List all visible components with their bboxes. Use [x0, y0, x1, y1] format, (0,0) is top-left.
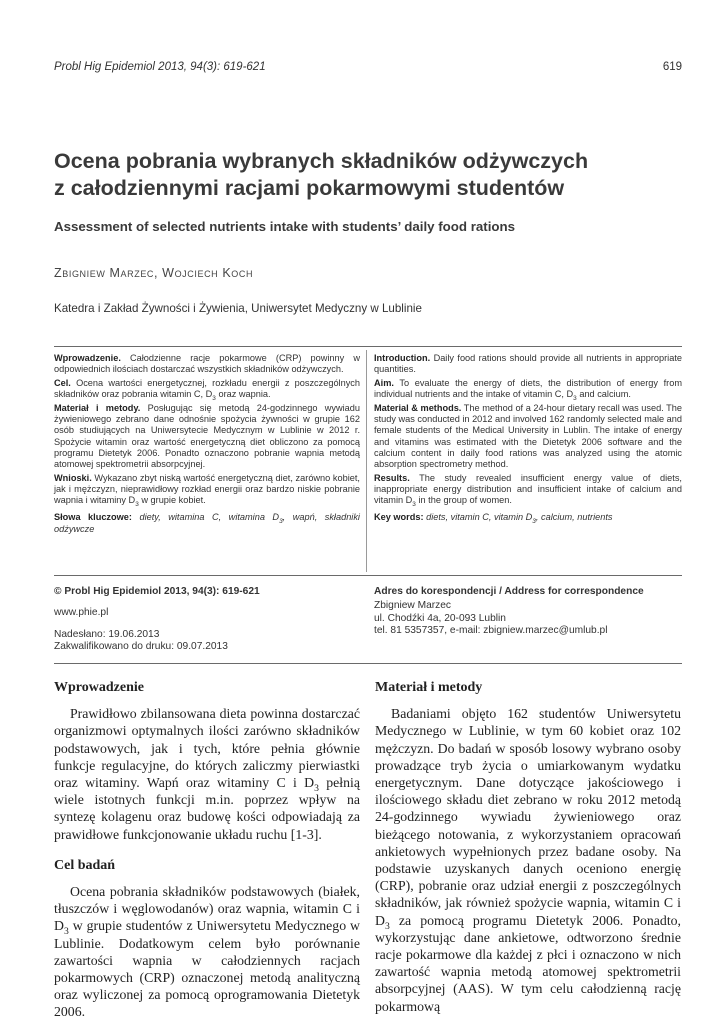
section-heading-introduction: Wprowadzenie — [54, 680, 144, 695]
section-heading-methods: Materiał i metody — [375, 680, 483, 695]
received-date: Nadesłano: 19.06.2013 — [54, 628, 160, 640]
abstract-en-keywords: Key words: diets, vitamin C, vitamin $D_3$, calcium, nutrients — [374, 512, 613, 526]
accepted-date: Zakwalifikowano do druku: 09.07.2013 — [54, 640, 228, 652]
abstract-pl-aim: Cel. Ocena wartości energetycznej, rozkładu energii z poszczególnych składników oraz pobrania witamin C, $D_3$ oraz wapnia. — [54, 378, 360, 403]
aim-paragraph: Ocena pobrania składników podstawowych (białek, tłuszczów i węglowodanów) oraz wapnia, witamin C i $D_3$ w grupie studentów z Uniwersytetu Medycznego w Lublinie. Dodatkowym celem było porównanie zawartości wapnia w całodziennych racjach pokarmowych (CRP) oznaczonej metodą analityczną oraz wyliczonej za pomocą oprogramowania Dietetyk 2006. — [54, 884, 360, 1020]
correspondence-contact: tel. 81 5357357, e-mail: zbigniew.marzec@umlub.pl — [374, 624, 608, 636]
introduction-paragraph: Prawidłowo zbilansowana dieta powinna dostarczać organizmowi optymalnych ilości zarówno składników podstawowych, jak i tych, które pełnia głównie funkcje regulacyjne, do których zaliczmy pierwiastki oraz witaminy. Wapń oraz witaminy C i $D_3$ pełnią wiele istotnych funkcji m.in. poprzez wpływ na syntezę kolagenu oraz budowę kości odpowiadają za prawidłowe funkcjonowanie układu ruchu [1-3]. — [54, 706, 360, 842]
abstract-polish — [54, 353, 360, 537]
abstract-pl-conclusions: Wnioski. Wykazano zbyt niską wartość energetyczną diet, zarówno kobiet, jak i mężczyzn, nieprawidłowy rozkład energii oraz bardzo niskie pobranie wapnia i witaminy $D_3$ w grupie kobiet. — [54, 472, 360, 509]
correspondence-heading: Adres do korespondencji / Address for correspondence — [374, 586, 644, 597]
authors: Zbigniew Marzec, Wojciech Koch — [54, 266, 254, 280]
affiliation: Katedra i Zakład Żywności i Żywienia, Uniwersytet Medyczny w Lublinie — [54, 302, 422, 315]
journal-website: www.phie.pl — [54, 607, 109, 619]
copyright: © Probl Hig Epidemiol 2013, 94(3): 619-621 — [54, 586, 260, 597]
correspondence-info — [374, 586, 682, 637]
correspondence-name: Zbigniew Marzec — [374, 600, 451, 612]
body-left-column — [54, 679, 360, 1021]
english-title: Assessment of selected nutrients intake with students’ daily food rations — [54, 219, 516, 234]
abstract-column-divider — [366, 350, 367, 572]
running-header-citation: Probl Hig Epidemiol 2013, 94(3): 619-621 — [54, 61, 266, 73]
abstract-en-introduction: Introduction. Daily food rations should provide all nutrients in appropriate quantities. — [374, 353, 682, 375]
methods-paragraph: Badaniami objęto 162 studentów Uniwersytetu Medycznego w Lublinie, w tym 60 kobiet oraz 102 mężczyzn. Do badań w sposób losowy wybrano osoby prowadzące tryb życia o umiarkowanym wydatku energetycznym. Dane dotyczące jakościowego i ilościowego składu diet zebrano w roku 2012 metodą 24-godzinnego wywiadu żywieniowego oraz bieżącego notowania, z wykorzystaniem opracowań ankietowych wypełnionych przez badane osoby. Na podstawie uzyskanych danych oceniono energię (CRP), pobranie oraz udział energii z poszczególnych składników, jak również spożycie wapnia, witamin C i $D_3$ za pomocą programu Dietetyk 2006. Ponadto, wykorzystując dane ankietowe, odtworzono średnie racje pokarmowe dla każdej z płci i oznaczono w nich zawartość wapnia metodą atomowej spektrometrii absorpcyjnej (AAS). W tym celu całodzienną rację pokarmową — [375, 706, 682, 1014]
abstract-pl-methods: Materiał i metody. Posługując się metodą 24-godzinnego wywiadu żywieniowego zebrano dane odnośnie spożycia żywności w grupie 162 osób studiujących na Uniwersytecie Medycznym w Lublinie w 2012 r. Spożycie witamin oraz wartość energetyczną diet obliczono za pomocą programu Dietetyk 2006. Ponadto oznaczono pobranie wapnia metodą atomowej spektrometrii absorpcyjnej. — [54, 403, 360, 470]
title-line-2: z całodziennymi racjami pokarmowymi studentów — [54, 176, 565, 200]
meta-bottom-rule — [54, 663, 682, 664]
abstract-english — [374, 353, 682, 526]
title-line-1: Ocena pobrania wybranych składników odżywczych — [54, 149, 589, 173]
abstract-en-aim: Aim. To evaluate the energy of diets, the distribution of energy from individual nutrients and the intake of vitamin C, $D_3$ and calcium. — [374, 378, 682, 403]
section-heading-aim: Cel badań — [54, 857, 116, 873]
page-number: 619 — [662, 61, 682, 73]
abstract-pl-keywords: Słowa kluczowe: diety, witamina C, witamina $D_3$, wapń, składniki odżywcze — [54, 512, 360, 534]
body-right-column — [375, 679, 681, 1015]
publication-info — [54, 586, 360, 653]
abstract-en-methods: Material & methods. The method of a 24-hour dietary recall was used. The study was conducted in 2012 and involved 162 randomly selected male and female students of the Medical University in Lublin. The intake of energy and vitamins was estimated with the Dietetyk 2006 software and the calcium content in daily food rations was analyzed using the atomic absorption spectrometry method. — [374, 403, 682, 470]
abstract-pl-introduction: Wprowadzenie. Całodzienne racje pokarmowe (CRP) powinny w odpowiednich ilościach dostarczać wszystkich składników odżywczych. — [54, 353, 360, 375]
abstract-top-rule — [54, 346, 682, 347]
abstract-bottom-rule — [54, 575, 682, 576]
abstract-en-results: Results. The study revealed insufficient energy value of diets, inappropriate energy distribution and insufficient intake of calcium and vitamin $D_3$ in the group of women. — [374, 472, 682, 509]
correspondence-address: ul. Chodźki 4a, 20-093 Lublin — [374, 612, 506, 624]
article-title — [54, 148, 694, 202]
